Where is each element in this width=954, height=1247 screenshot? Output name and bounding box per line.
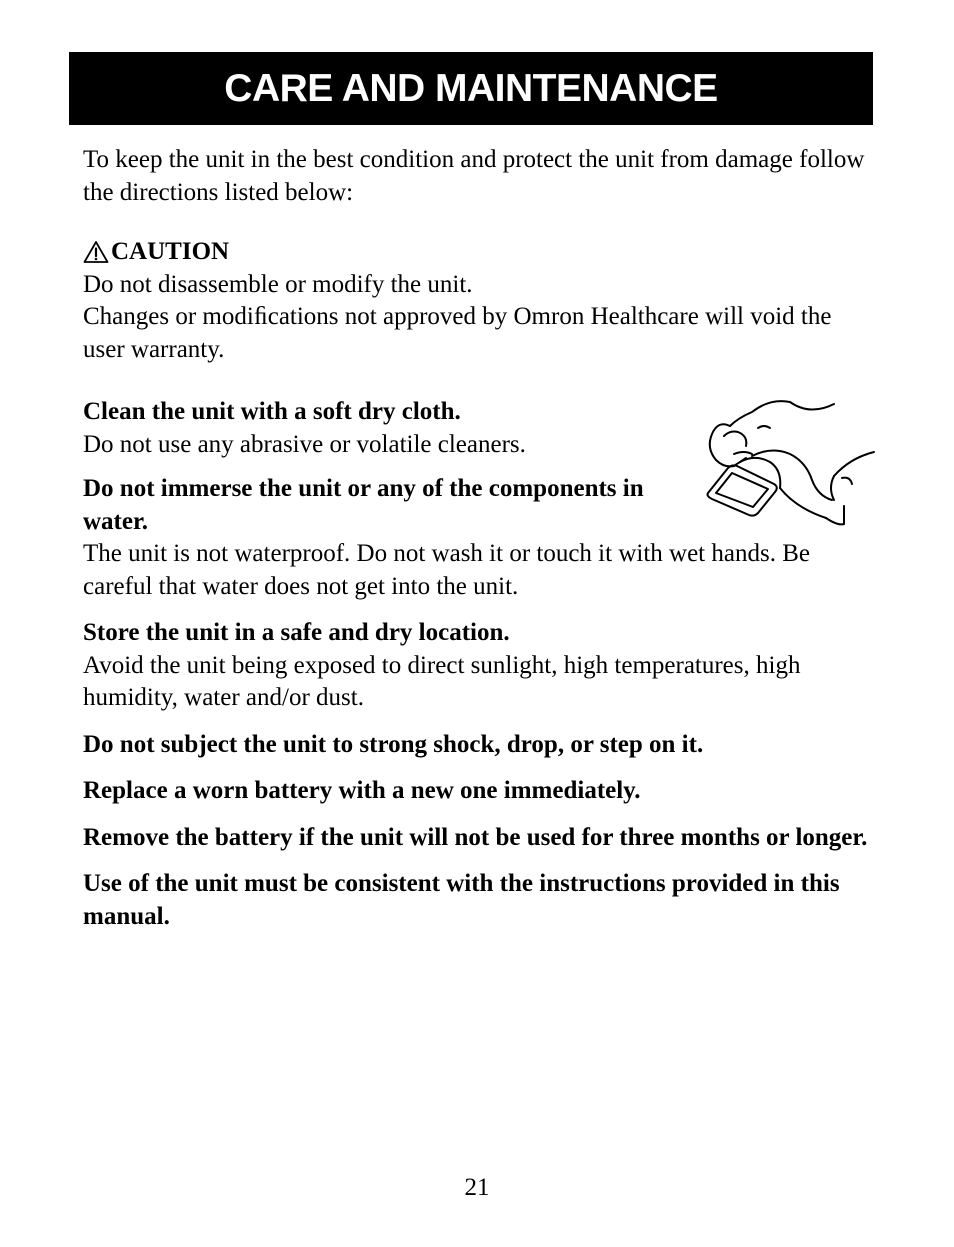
warning-triangle-icon xyxy=(83,240,109,264)
section-body-immerse: The unit is not waterproof. Do not wash it or touch it with wet hands. Be careful that water does not get into the unit. xyxy=(83,540,810,600)
caution-line: Changes or modiﬁcations not approved by Omron Healthcare will void the user warranty. xyxy=(83,303,832,363)
page-title: CARE AND MAINTENANCE xyxy=(224,67,718,110)
caution-line: Do not disassemble or modify the unit. xyxy=(83,270,473,298)
intro-text: To keep the unit in the best condition and protect the unit from damage follow the directions listed below: xyxy=(83,146,865,206)
main-content xyxy=(83,144,873,933)
section-heading-battery: Replace a worn battery with a new one immediately. xyxy=(83,777,641,804)
section-body-store: Avoid the unit being exposed to direct sunlight, high temperatures, high humidity, water and/or dust. xyxy=(83,651,801,711)
section-heading-immerse: Do not immerse the unit or any of the components in water. xyxy=(83,475,644,535)
section-heading-remove-battery: Remove the battery if the unit will not be used for three months or longer. xyxy=(83,823,868,851)
page-number: 21 xyxy=(464,1174,490,1201)
section-heading-store: Store the unit in a safe and dry location. xyxy=(83,619,510,646)
caution-heading xyxy=(83,236,873,269)
section-heading-instructions: Use of the unit must be consistent with the instructions provided in this manual. xyxy=(83,870,840,930)
hand-wiping-unit-icon xyxy=(700,396,876,528)
caution-label: CAUTION xyxy=(111,238,230,265)
header-bar xyxy=(69,52,873,125)
section-heading-clean: Clean the unit with a soft dry cloth. xyxy=(83,398,461,425)
section-heading-shock: Do not subject the unit to strong shock, drop, or step on it. xyxy=(83,730,704,758)
section-body-clean: Do not use any abrasive or volatile cleaners. xyxy=(83,430,526,458)
